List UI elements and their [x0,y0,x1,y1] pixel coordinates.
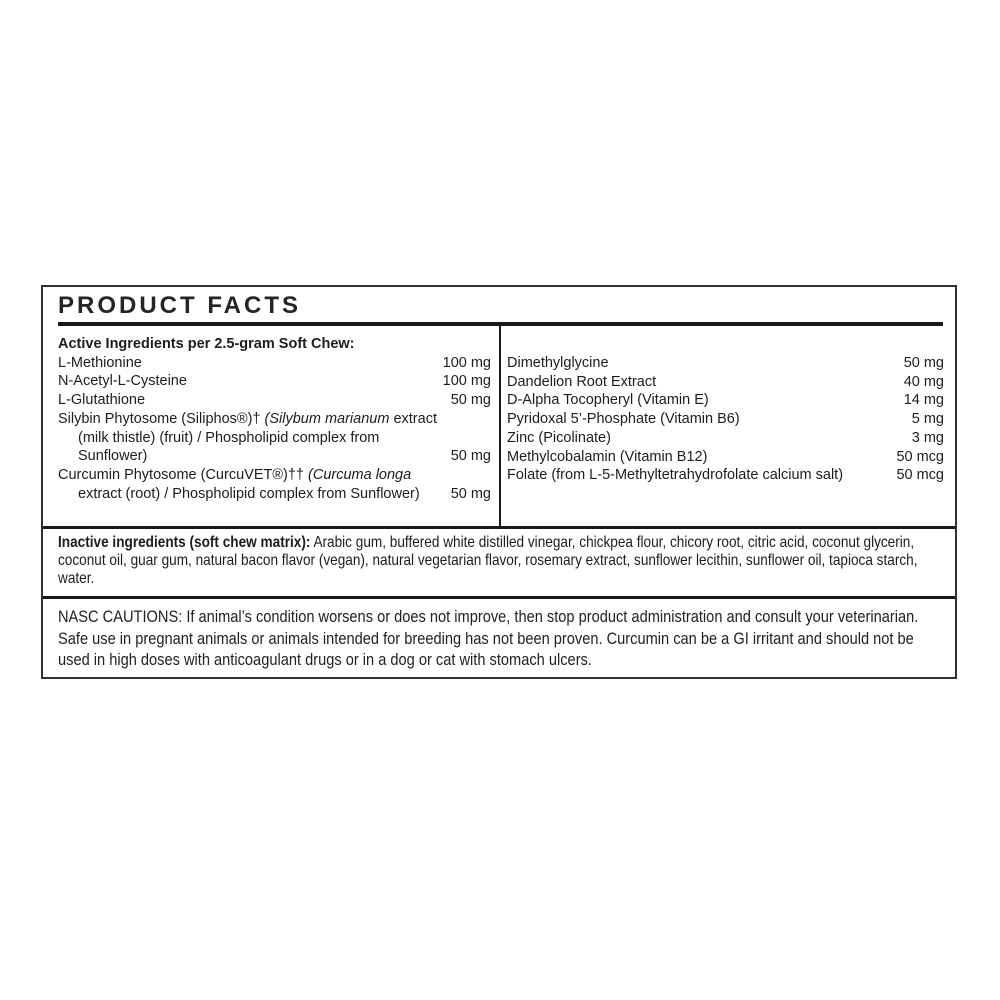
ingredient-amount: 50 mg [450,485,491,502]
ingredient-name-italic-part: (Silybum marianum [264,410,390,427]
active-ingredients-header: Active Ingredients per 2.5-gram Soft Chew: [58,336,355,352]
ingredient-amount: 40 mg [903,373,944,390]
inactive-ingredients-label: Inactive ingredients (soft chew matrix): [58,534,311,551]
ingredient-name [507,466,890,485]
ingredient-amount: 5 mg [911,411,944,428]
active-ingredients-section [43,326,955,526]
ingredient-name [58,391,445,410]
ingredient-name-part: Silybin Phytosome (Siliphos®)† [58,410,265,427]
ingredient-row [58,391,491,410]
ingredient-amount: 50 mcg [896,448,944,465]
ingredient-row [58,372,491,391]
ingredient-amount: 100 mg [442,373,491,390]
ingredient-amount: 100 mg [442,354,491,371]
ingredient-row [507,448,944,467]
ingredient-name-part: D-Alpha Tocopheryl (Vitamin E) [507,392,709,409]
ingredient-amount: 14 mg [903,392,944,409]
ingredient-row [58,466,491,503]
ingredient-row [507,410,944,429]
ingredient-name [507,391,898,410]
ingredient-row [507,391,944,410]
ingredient-name [507,354,898,373]
ingredient-name [507,410,906,429]
ingredient-name-part: Dandelion Root Extract [507,373,657,390]
active-ingredients-right-list [507,354,944,485]
ingredient-row [507,429,944,448]
active-ingredients-left-column [43,326,501,526]
ingredient-amount: 50 mg [903,355,944,371]
inactive-ingredients-paragraph [58,534,940,588]
ingredient-name-part: Dimethylglycine [507,355,609,371]
ingredient-name-italic-part: (Curcuma longa [308,466,412,483]
ingredient-name [58,354,437,373]
nasc-cautions-section [43,596,955,677]
ingredient-name-part: N-Acetyl-L-Cysteine [58,373,187,390]
nasc-cautions-paragraph [58,606,940,671]
inactive-ingredients-list-text: Arabic gum, buffered white distilled vinegar, chickpea flour, chicory root, citric acid, coconut glycerin, coconut oil, guar gum, natural bacon flavor (vegan), natural vegetarian flavor, rosemary extract, sunflower lecithin, sunflower oil, tapioca starch, water. [58,534,918,587]
nasc-cautions-label: NASC CAUTIONS: [58,607,183,626]
active-ingredients-right-column [501,326,955,526]
ingredient-name [58,466,445,503]
ingredient-name-part: extract (milk thistle) (fruit) / Phospholipid complex from Sunflower) [78,410,437,465]
ingredient-name-part: L-Glutathione [58,392,146,409]
ingredient-name-part: Folate (from L-5-Methyltetrahydrofolate calcium salt) [507,467,844,484]
ingredient-row [58,410,491,466]
panel-header [43,287,955,319]
nasc-cautions-text: If animal’s condition worsens or does not improve, then stop product administration and consult your veterinarian. Safe use in pregnant animals or animals intended for breeding has not been proven. Curcumin can be a GI irritant and should not be used in high doses with anticoagulant drugs or in a dog or cat with stomach ulcers. [58,607,919,669]
ingredient-amount: 50 mg [450,392,491,409]
ingredient-row [58,354,491,373]
ingredient-row [507,373,944,392]
inactive-ingredients-section [43,526,955,596]
active-ingredients-left-list [58,354,491,504]
ingredient-amount: 3 mg [911,429,944,446]
ingredient-name-part: Curcumin Phytosome (CurcuVET®)†† [58,466,309,483]
ingredient-name [58,372,437,391]
ingredient-name [507,429,906,448]
ingredient-row [507,354,944,373]
ingredient-name [58,410,445,466]
ingredient-name [507,448,890,467]
ingredient-amount: 50 mcg [896,467,944,484]
ingredient-name-part: extract (root) / Phospholipid complex from Sunflower) [78,485,420,502]
ingredient-name-part: Pyridoxal 5’-Phosphate (Vitamin B6) [507,411,740,428]
ingredient-name [507,373,898,392]
panel-title: PRODUCT FACTS [58,292,301,319]
ingredient-name-part: L-Methionine [58,354,142,371]
ingredient-row [507,466,944,485]
ingredient-name-part: Methylcobalamin (Vitamin B12) [507,448,708,465]
product-facts-panel [41,285,957,679]
ingredient-amount: 50 mg [450,448,491,465]
ingredient-name-part: Zinc (Picolinate) [507,429,611,446]
